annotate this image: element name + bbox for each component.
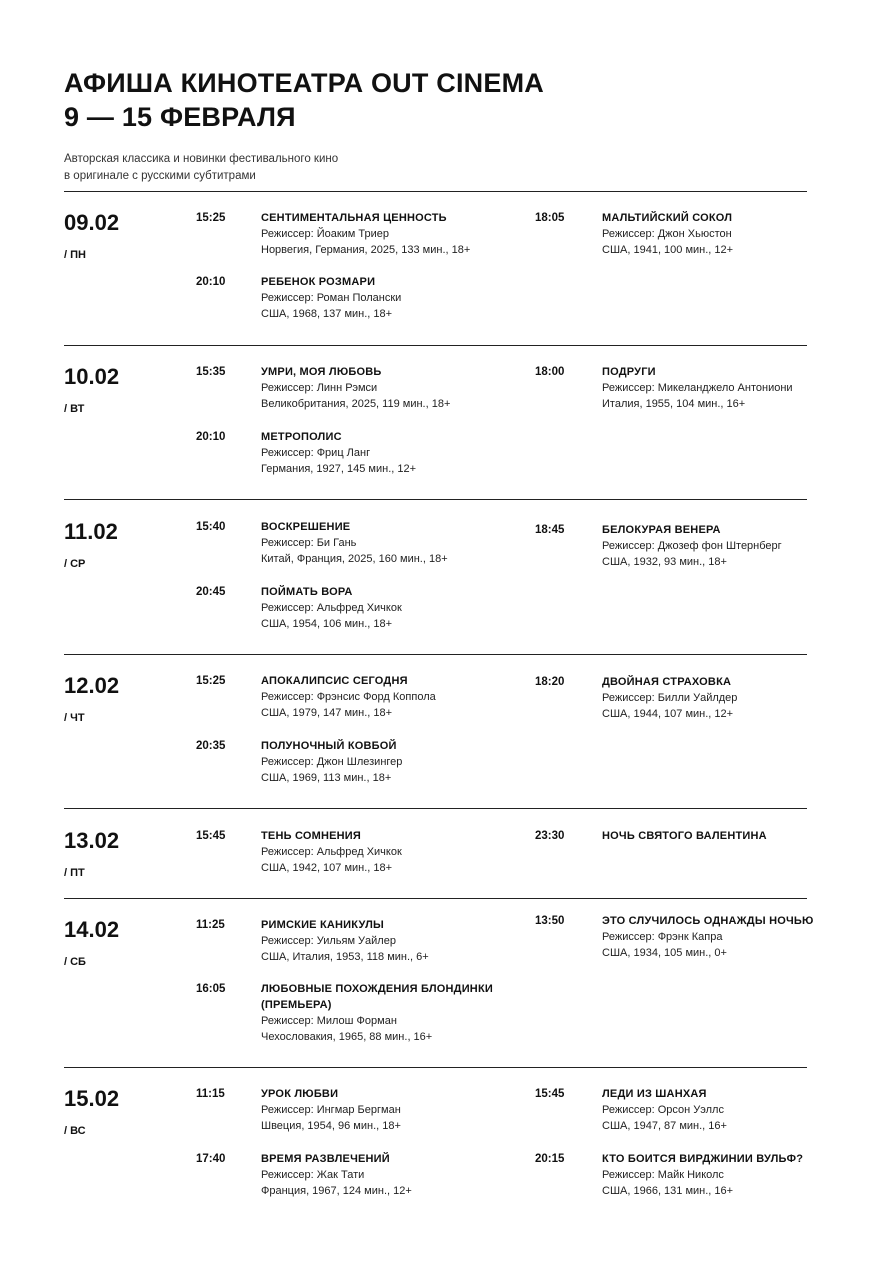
screening-time: 20:35: [196, 740, 226, 752]
film-info: Швеция, 1954, 96 мин., 18+: [261, 1120, 401, 1132]
film-title: ЛЮБОВНЫЕ ПОХОЖДЕНИЯ БЛОНДИНКИ: [261, 983, 493, 995]
screening-time: 18:05: [535, 212, 565, 224]
day-of-week: / ВС: [64, 1125, 86, 1137]
film-info: Великобритания, 2025, 119 мин., 18+: [261, 398, 451, 410]
film-director: Режиссер: Альфред Хичкок: [261, 602, 402, 614]
film-title: КТО БОИТСЯ ВИРДЖИНИИ ВУЛЬФ?: [602, 1153, 804, 1165]
film-title: РИМСКИЕ КАНИКУЛЫ: [261, 919, 384, 931]
day-date: 11.02: [64, 519, 118, 544]
day-divider: [64, 808, 807, 809]
film-entry: [261, 210, 470, 258]
film-entry: [261, 1151, 412, 1199]
film-director: Режиссер: Майк Николс: [602, 1169, 724, 1181]
film-entry: [261, 981, 493, 1045]
film-title: ВОСКРЕШЕНИЕ: [261, 521, 351, 533]
film-director: Режиссер: Уильям Уайлер: [261, 935, 396, 947]
film-title: СЕНТИМЕНТАЛЬНАЯ ЦЕННОСТЬ: [261, 212, 447, 224]
film-info: Италия, 1955, 104 мин., 16+: [602, 398, 746, 410]
film-director: Режиссер: Фрэнсис Форд Коппола: [261, 691, 436, 703]
film-info: США, 1968, 137 мин., 18+: [261, 308, 393, 320]
screening-time: 18:20: [535, 676, 565, 688]
screening-time: 16:05: [196, 983, 226, 995]
film-info: США, 1944, 107 мин., 12+: [602, 708, 734, 720]
film-director: Режиссер: Билли Уайлдер: [602, 692, 738, 704]
film-entry: [602, 1086, 727, 1134]
screening-time: 15:25: [196, 675, 226, 687]
film-title: (ПРЕМЬЕРА): [261, 999, 332, 1011]
day-of-week: / СБ: [64, 956, 86, 968]
day-divider: [64, 654, 807, 655]
screening-time: 23:30: [535, 830, 565, 842]
day-date: 10.02: [64, 364, 120, 389]
day-of-week: / ЧТ: [64, 712, 85, 724]
film-entry: [261, 519, 448, 567]
film-entry: [602, 522, 782, 570]
film-entry: [261, 673, 436, 721]
day-date: 15.02: [64, 1086, 120, 1111]
film-title: ПОЛУНОЧНЫЙ КОВБОЙ: [261, 740, 397, 752]
film-title: ВРЕМЯ РАЗВЛЕЧЕНИЙ: [261, 1153, 390, 1165]
screening-time: 18:45: [535, 524, 565, 536]
film-entry: [261, 828, 402, 876]
film-title: ДВОЙНАЯ СТРАХОВКА: [602, 676, 732, 688]
film-info: Чехословакия, 1965, 88 мин., 16+: [261, 1031, 433, 1043]
film-entry: [602, 828, 767, 844]
page-subtitle: [64, 151, 484, 185]
film-title: ЭТО СЛУЧИЛОСЬ ОДНАЖДЫ НОЧЬЮ: [602, 915, 814, 927]
film-info: Германия, 1927, 145 мин., 12+: [261, 463, 417, 475]
film-entry: [261, 1086, 401, 1134]
film-entry: [602, 913, 814, 961]
film-director: Режиссер: Джон Хьюстон: [602, 228, 732, 240]
film-entry: [261, 364, 450, 412]
film-info: США, 1932, 93 мин., 18+: [602, 556, 727, 568]
film-director: Режиссер: Йоаким Триер: [261, 228, 390, 240]
film-info: США, 1934, 105 мин., 0+: [602, 947, 727, 959]
film-entry: [261, 274, 401, 322]
film-info: Норвегия, Германия, 2025, 133 мин., 18+: [261, 244, 471, 256]
screening-time: 15:45: [196, 830, 226, 842]
film-director: Режиссер: Жак Тати: [261, 1169, 365, 1181]
film-director: Режиссер: Альфред Хичкок: [261, 846, 402, 858]
film-info: США, 1941, 100 мин., 12+: [602, 244, 734, 256]
day-divider: [64, 898, 807, 899]
screening-time: 20:10: [196, 431, 226, 443]
film-title: АПОКАЛИПСИС СЕГОДНЯ: [261, 675, 408, 687]
film-director: Режиссер: Роман Полански: [261, 292, 402, 304]
film-director: Режиссер: Фриц Ланг: [261, 447, 371, 459]
day-of-week: / ВТ: [64, 403, 85, 415]
header-divider: [64, 191, 807, 192]
film-director: Режиссер: Джон Шлезингер: [261, 756, 403, 768]
day-date: 13.02: [64, 828, 120, 853]
film-title: МАЛЬТИЙСКИЙ СОКОЛ: [602, 212, 733, 224]
film-entry: [261, 584, 402, 632]
subtitle-line-2: в оригинале с русскими субтитрами: [64, 170, 256, 182]
day-divider: [64, 345, 807, 346]
film-title: МЕТРОПОЛИС: [261, 431, 342, 443]
film-entry: [602, 1151, 803, 1199]
film-director: Режиссер: Фрэнк Капра: [602, 931, 723, 943]
screening-time: 15:40: [196, 521, 226, 533]
film-title: НОЧЬ СВЯТОГО ВАЛЕНТИНА: [602, 830, 767, 842]
film-title: ЛЕДИ ИЗ ШАНХАЯ: [602, 1088, 707, 1100]
page-title: [64, 66, 544, 134]
film-title: УРОК ЛЮБВИ: [261, 1088, 339, 1100]
film-title: УМРИ, МОЯ ЛЮБОВЬ: [261, 366, 382, 378]
screening-time: 18:00: [535, 366, 565, 378]
film-title: БЕЛОКУРАЯ ВЕНЕРА: [602, 524, 721, 536]
day-divider: [64, 1067, 807, 1068]
film-info: Франция, 1967, 124 мин., 12+: [261, 1185, 412, 1197]
film-title: ПОЙМАТЬ ВОРА: [261, 586, 353, 598]
day-divider: [64, 499, 807, 500]
film-info: США, 1966, 131 мин., 16+: [602, 1185, 734, 1197]
film-info: Китай, Франция, 2025, 160 мин., 18+: [261, 553, 448, 565]
film-director: Режиссер: Ингмар Бергман: [261, 1104, 401, 1116]
film-info: США, 1969, 113 мин., 18+: [261, 772, 392, 784]
film-info: США, 1979, 147 мин., 18+: [261, 707, 393, 719]
day-of-week: / ПН: [64, 249, 86, 261]
film-title: ПОДРУГИ: [602, 366, 656, 378]
day-date: 09.02: [64, 210, 120, 235]
screening-time: 17:40: [196, 1153, 226, 1165]
film-director: Режиссер: Би Гань: [261, 537, 357, 549]
film-director: Режиссер: Милош Форман: [261, 1015, 397, 1027]
film-entry: [602, 364, 793, 412]
film-entry: [261, 917, 429, 965]
film-info: США, 1942, 107 мин., 18+: [261, 862, 393, 874]
screening-time: 15:35: [196, 366, 226, 378]
film-director: Режиссер: Микеланджело Антониони: [602, 382, 793, 394]
day-of-week: / ПТ: [64, 867, 85, 879]
film-director: Режиссер: Линн Рэмси: [261, 382, 378, 394]
screening-time: 20:45: [196, 586, 226, 598]
screening-time: 20:15: [535, 1153, 565, 1165]
title-line-1: АФИША КИНОТЕАТРА OUT CINEMA: [64, 68, 544, 98]
subtitle-line-1: Авторская классика и новинки фестивального кино: [64, 153, 339, 165]
day-date: 12.02: [64, 673, 120, 698]
film-info: США, 1947, 87 мин., 16+: [602, 1120, 727, 1132]
film-director: Режиссер: Джозеф фон Штернберг: [602, 540, 782, 552]
screening-time: 11:15: [196, 1088, 225, 1100]
screening-time: 15:45: [535, 1088, 565, 1100]
screening-time: 20:10: [196, 276, 226, 288]
film-title: ТЕНЬ СОМНЕНИЯ: [261, 830, 361, 842]
film-entry: [602, 210, 733, 258]
film-title: РЕБЕНОК РОЗМАРИ: [261, 276, 376, 288]
screening-time: 15:25: [196, 212, 226, 224]
film-entry: [602, 674, 737, 722]
film-entry: [261, 429, 416, 477]
film-entry: [261, 738, 402, 786]
day-date: 14.02: [64, 917, 120, 942]
title-line-2: 9 — 15 ФЕВРАЛЯ: [64, 102, 296, 132]
film-info: США, Италия, 1953, 118 мин., 6+: [261, 951, 429, 963]
screening-time: 11:25: [196, 919, 225, 931]
film-director: Режиссер: Орсон Уэллс: [602, 1104, 724, 1116]
day-of-week: / СР: [64, 558, 86, 570]
screening-time: 13:50: [535, 915, 565, 927]
film-info: США, 1954, 106 мин., 18+: [261, 618, 393, 630]
